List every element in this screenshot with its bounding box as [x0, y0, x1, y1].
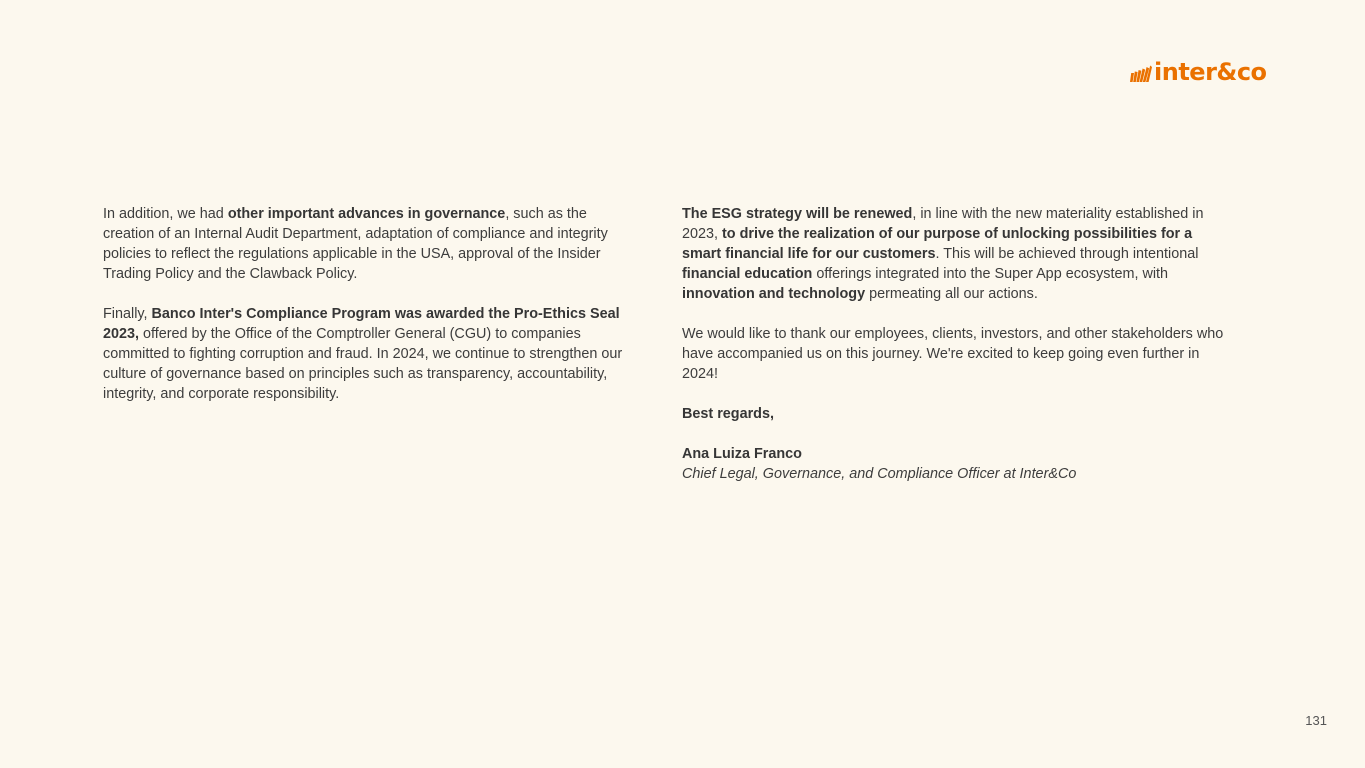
signer-name: Ana Luiza Franco: [682, 446, 802, 462]
governance-advances-paragraph: In addition, we had other important advances in governance, such as the creation of an Internal Audit Department, adaptation of compliance and integrity policies to reflect the regulations applicable in the USA, approval of the Insider Trading Policy and the Clawback Policy.: [103, 206, 608, 282]
thanks-paragraph: We would like to thank our employees, clients, investors, and other stakeholders who have accompanied us on this journey. We're excited to keep going even further in 2024!: [682, 326, 1224, 382]
signer-title: Chief Legal, Governance, and Compliance Officer at Inter&Co: [682, 466, 1077, 482]
page-number: 131: [1305, 713, 1327, 728]
compliance-program-paragraph: Finally, Banco Inter's Compliance Program was awarded the Pro-Ethics Seal 2023, offered by the Office of the Comptroller General (CGU) to companies committed to fighting corruption and fraud. In 2024, we continue to strengthen our culture of governance based on principles such as transparency, accountability, integrity, and corporate responsibility.: [103, 306, 623, 402]
inter-co-logo: [1130, 57, 1270, 86]
sunburst-icon: [1130, 64, 1152, 82]
right-column: [682, 204, 1227, 504]
logo-wordmark: inter&co: [1154, 57, 1267, 86]
esg-strategy-paragraph: The ESG strategy will be renewed, in line with the new materiality established in 2023, to drive the realization of our purpose of unlocking possibilities for a smart financial life for our customers. This will be achieved through intentional financial education offerings integrated into the Super App ecosystem, with innovation and technology permeating all our actions.: [682, 206, 1204, 302]
signature-block: [682, 444, 1227, 484]
closing-line: Best regards,: [682, 406, 774, 422]
left-column: [103, 204, 633, 424]
